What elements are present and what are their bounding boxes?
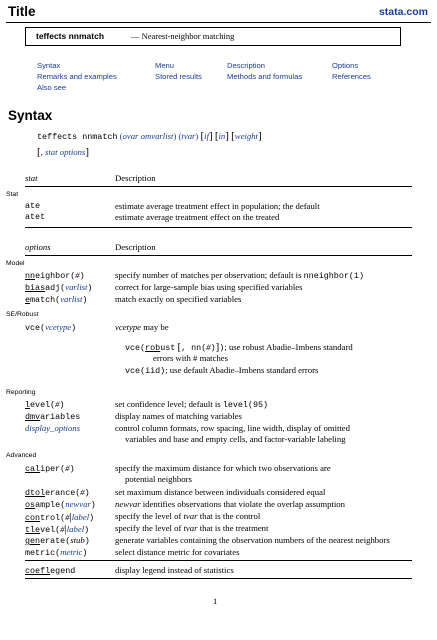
nav-link-options[interactable]: Options — [332, 61, 359, 70]
option-display-options-desc-cont: variables and base and empty cells, and factor-variable labeling — [125, 434, 346, 444]
options-table-rule — [25, 255, 412, 256]
option-vce-iid: vce(iid); use default Abadie–Imbens standard errors — [125, 365, 319, 376]
group-label-model: Model — [6, 260, 25, 267]
option-coeflegend: coeflegend — [25, 566, 76, 576]
option-level: level(#) — [25, 399, 65, 410]
option-vce-robust: vce(robust [, nn(#)]); use robust Abadie–Imbens standard — [125, 341, 353, 353]
group-label-advanced: Advanced — [6, 452, 37, 459]
nav-link-syntax[interactable]: Syntax — [37, 61, 61, 70]
nav-link-methods[interactable]: Methods and formulas — [227, 72, 303, 81]
stat-description-header: Description — [115, 173, 156, 183]
option-biasadj: biasadj(varlist) — [25, 282, 93, 293]
stat-ate-desc: estimate average treatment effect in population; the default — [115, 201, 320, 211]
option-coeflegend-desc: display legend instead of statistics — [115, 565, 234, 575]
group-label-se-robust: SE/Robust — [6, 311, 39, 318]
stat-table-rule — [25, 186, 412, 187]
option-dtolerance-desc: set maximum distance between individuals considered equal — [115, 487, 326, 497]
title-rule — [6, 22, 431, 23]
nav-link-references[interactable]: References — [332, 72, 371, 81]
option-generate-desc: generate variables containing the observation numbers of the nearest neighbors — [115, 535, 390, 545]
nav-link-remarks[interactable]: Remarks and examples — [37, 72, 117, 81]
option-nneighbor-desc: specify number of matches per observation; default is nneighbor(1) — [115, 270, 364, 281]
option-nneighbor: nneighbor(#) — [25, 270, 85, 281]
syntax-line: teffects nnmatch (ovar omvarlist) (tvar) [if] [in] [weight] — [37, 130, 262, 142]
nav-link-description[interactable]: Description — [227, 61, 265, 70]
option-caliper-desc-cont: potential neighbors — [125, 474, 192, 484]
section-heading-syntax: Syntax — [8, 108, 53, 123]
nav-link-stored-results[interactable]: Stored results — [155, 72, 202, 81]
option-level-desc: set confidence level; default is level(95) — [115, 399, 269, 410]
option-display-options[interactable]: display_options — [25, 423, 81, 433]
options-column-header: options — [25, 242, 51, 252]
option-dmvariables: dmvariables — [25, 412, 81, 422]
syntax-options-line: [, stat options] — [37, 146, 90, 158]
command-box — [25, 27, 401, 46]
option-control-desc: specify the level of tvar that is the control — [115, 511, 261, 521]
command-name: teffects nnmatch — [36, 31, 105, 41]
site-link[interactable]: stata.com — [378, 6, 428, 18]
command-description: — Nearest-neighbor matching — [131, 31, 235, 41]
option-display-options-desc: control column formats, row spacing, line width, display of omitted — [115, 423, 351, 433]
option-osample: osample(newvar) — [25, 499, 96, 510]
option-ematch-desc: match exactly on specified variables — [115, 294, 242, 304]
option-tlevel: tlevel(#|label) — [25, 523, 90, 535]
option-dtolerance: dtolerance(#) — [25, 487, 90, 498]
nav-link-menu[interactable]: Menu — [155, 61, 174, 70]
stat-ate: ate — [25, 201, 41, 211]
option-osample-desc: newvar identifies observations that violate the overlap assumption — [115, 499, 345, 509]
option-generate: generate(stub) — [25, 535, 90, 546]
option-metric: metric(metric) — [25, 547, 88, 558]
page-number: 1 — [213, 596, 218, 606]
stat-table-bottom-rule — [25, 227, 412, 228]
option-vce-desc: vcetype may be — [115, 322, 169, 332]
group-label-stat: Stat — [6, 191, 19, 198]
option-caliper-desc: specify the maximum distance for which two observations are — [115, 463, 331, 473]
option-control: control(#|label) — [25, 511, 95, 523]
options-table-bottom-rule — [25, 578, 412, 579]
option-ematch: ematch(varlist) — [25, 294, 88, 305]
stat-atet: atet — [25, 212, 46, 222]
page-title: Title — [8, 4, 36, 19]
options-table-divider — [25, 560, 412, 561]
stat-column-header: stat — [25, 173, 38, 183]
option-dmvariables-desc: display names of matching variables — [115, 411, 242, 421]
option-caliper: caliper(#) — [25, 463, 75, 474]
options-description-header: Description — [115, 242, 156, 252]
stat-atet-desc: estimate average treatment effect on the treated — [115, 212, 280, 222]
option-biasadj-desc: correct for large-sample bias using specified variables — [115, 282, 303, 292]
group-label-reporting: Reporting — [6, 389, 36, 396]
nav-link-also-see[interactable]: Also see — [37, 83, 67, 92]
option-vce-robust-desc: errors with # matches — [153, 353, 229, 363]
option-metric-desc: select distance metric for covariates — [115, 547, 240, 557]
option-vce: vce(vcetype) — [25, 322, 77, 333]
option-tlevel-desc: specify the level of tvar that is the treatment — [115, 523, 269, 533]
